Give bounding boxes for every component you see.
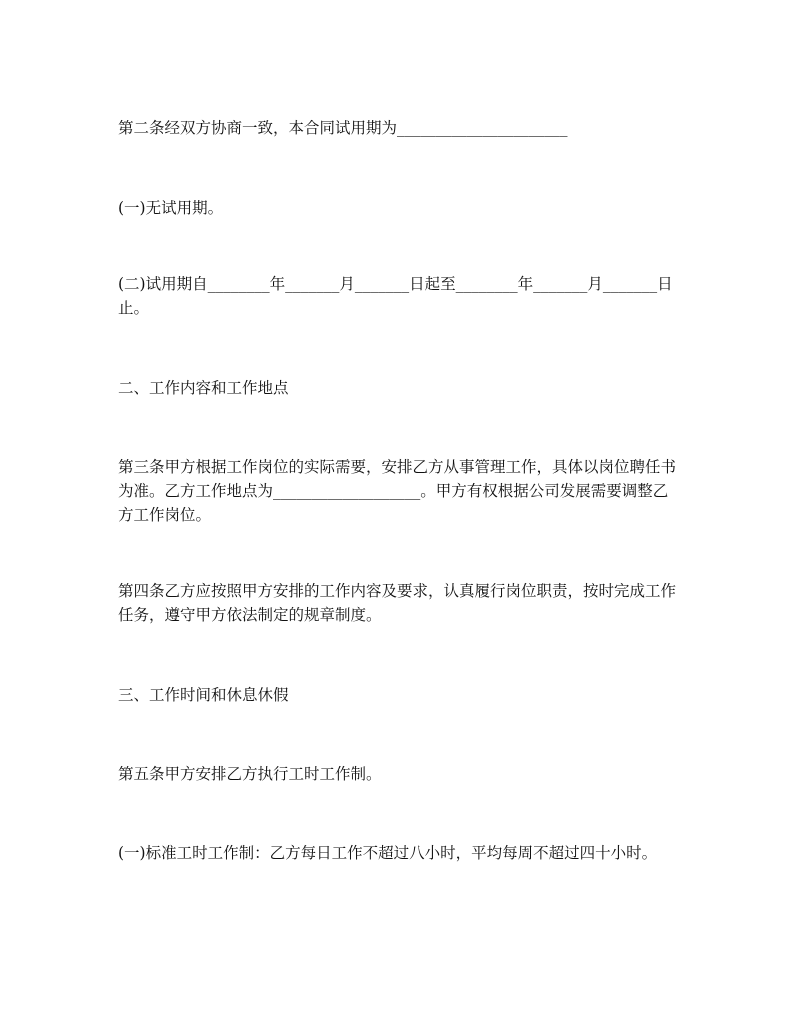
section-heading-work-content: 二、工作内容和工作地点 (118, 379, 289, 397)
article-four: 第四条乙方应按照甲方安排的工作内容及要求，认真履行岗位职责，按时完成工作任务，遵守甲方依法制定的规章制度。 (118, 582, 677, 624)
article-three: 第三条甲方根据工作岗位的实际需要，安排乙方从事管理工作，具体以岗位聘任书为准。乙方工作地点为___________________。甲方有权根据公司发展需要调整乙方工作岗位。 (118, 458, 677, 524)
probation-clause: 第二条经双方协商一致，本合同试用期为______________________ (118, 119, 568, 137)
article-five: 第五条甲方安排乙方执行工时工作制。 (118, 765, 382, 783)
probation-period-option: (二)试用期自________年_______月_______日起至________年_______月_______日止。 (118, 275, 673, 317)
section-heading-working-hours: 三、工作时间和休息休假 (118, 686, 289, 704)
standard-hours-option: (一)标准工时工作制：乙方每日工作不超过八小时，平均每周不超过四十小时。 (118, 844, 658, 862)
no-probation-option: (一)无试用期。 (118, 199, 224, 217)
